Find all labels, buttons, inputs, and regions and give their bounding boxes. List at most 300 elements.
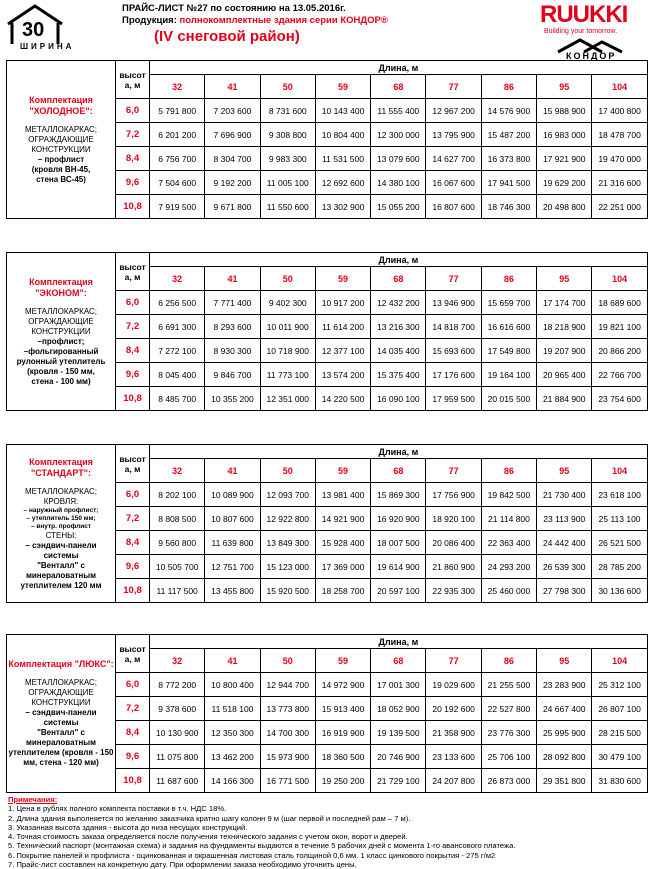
- price-cell: 15 920 500: [260, 579, 315, 603]
- price-cell: 15 123 000: [260, 555, 315, 579]
- price-cell: 31 830 600: [592, 769, 647, 793]
- length-value: 77: [426, 75, 481, 99]
- length-value: 32: [150, 649, 205, 673]
- price-cell: 14 818 700: [426, 315, 481, 339]
- price-cell: 10 800 400: [205, 673, 260, 697]
- price-cell: 15 487 200: [481, 123, 536, 147]
- price-cell: 30 479 100: [592, 745, 647, 769]
- height-header: высот а, м: [116, 445, 150, 483]
- price-cell: 7 203 600: [205, 99, 260, 123]
- description-line: ОГРАЖДАЮЩИЕ: [28, 688, 94, 697]
- price-cell: 22 935 300: [426, 579, 481, 603]
- height-value: 8,4: [116, 531, 150, 555]
- length-value: 41: [205, 267, 260, 291]
- price-cell: 18 218 900: [537, 315, 592, 339]
- price-cell: 16 807 600: [426, 195, 481, 219]
- description-line: КОНСТРУКЦИИ: [31, 144, 91, 154]
- height-value: 10,8: [116, 387, 150, 411]
- length-value: 32: [150, 75, 205, 99]
- package-description: [7, 445, 116, 603]
- price-cell: 8 772 200: [150, 673, 205, 697]
- price-cell: 18 746 300: [481, 195, 536, 219]
- price-cell: 14 576 900: [481, 99, 536, 123]
- length-value: 86: [481, 75, 536, 99]
- price-cell: 17 176 600: [426, 363, 481, 387]
- price-cell: 11 075 800: [150, 745, 205, 769]
- price-table: [6, 60, 648, 219]
- price-cell: 11 555 400: [371, 99, 426, 123]
- price-cell: 11 614 200: [315, 315, 370, 339]
- price-cell: 6 756 700: [150, 147, 205, 171]
- length-header: Длина, м: [150, 635, 648, 649]
- notes: [8, 795, 648, 869]
- price-cell: 14 972 900: [315, 673, 370, 697]
- description-line: утеплителем (кровля - 150: [8, 748, 114, 757]
- logo-subtitle: ШИРИНА: [20, 42, 75, 51]
- price-cell: 10 355 200: [205, 387, 260, 411]
- price-cell: 10 807 600: [205, 507, 260, 531]
- length-header: Длина, м: [150, 61, 648, 75]
- description-line: минераловатным: [25, 570, 97, 580]
- price-cell: 24 293 200: [481, 555, 536, 579]
- length-header: Длина, м: [150, 253, 648, 267]
- height-value: 10,8: [116, 769, 150, 793]
- price-cell: 20 015 500: [481, 387, 536, 411]
- height-value: 8,4: [116, 339, 150, 363]
- price-cell: 8 930 300: [205, 339, 260, 363]
- price-cell: 13 849 300: [260, 531, 315, 555]
- price-cell: 17 549 800: [481, 339, 536, 363]
- price-cell: 16 919 900: [315, 721, 370, 745]
- length-value: 41: [205, 75, 260, 99]
- description-line: МЕТАЛЛОКАРКАС;: [24, 678, 97, 687]
- price-cell: 25 995 900: [537, 721, 592, 745]
- height-value: 6,0: [116, 673, 150, 697]
- price-cell: 20 965 400: [537, 363, 592, 387]
- description-line: – наружный профлист;: [23, 506, 99, 514]
- price-cell: 19 842 500: [481, 483, 536, 507]
- price-cell: 15 055 200: [371, 195, 426, 219]
- package-description: [7, 253, 116, 411]
- price-cell: 6 691 300: [150, 315, 205, 339]
- logo-number: 30: [22, 19, 45, 41]
- price-cell: 8 293 600: [205, 315, 260, 339]
- price-cell: 16 983 000: [537, 123, 592, 147]
- price-cell: 8 202 100: [150, 483, 205, 507]
- price-cell: 19 029 600: [426, 673, 481, 697]
- price-cell: 15 869 300: [371, 483, 426, 507]
- header-row: [7, 635, 648, 649]
- height-value: 10,8: [116, 579, 150, 603]
- length-value: 41: [205, 459, 260, 483]
- length-value: 68: [371, 649, 426, 673]
- price-cell: 17 756 900: [426, 483, 481, 507]
- price-cell: 16 067 600: [426, 171, 481, 195]
- length-value: 50: [260, 75, 315, 99]
- length-value: 68: [371, 267, 426, 291]
- price-cell: 19 614 900: [371, 555, 426, 579]
- price-cell: 13 302 900: [315, 195, 370, 219]
- length-value: 104: [592, 649, 647, 673]
- height-header: высот а, м: [116, 61, 150, 99]
- length-value: 50: [260, 459, 315, 483]
- width-30-logo: [4, 2, 75, 52]
- length-value: 32: [150, 459, 205, 483]
- description-line: КОНСТРУКЦИИ: [31, 326, 91, 336]
- price-cell: 15 913 400: [315, 697, 370, 721]
- height-value: 7,2: [116, 123, 150, 147]
- price-cell: 9 846 700: [205, 363, 260, 387]
- price-cell: 17 941 500: [481, 171, 536, 195]
- price-cell: 19 250 200: [315, 769, 370, 793]
- price-table: [6, 444, 648, 603]
- description-line: (кровля - 150 мм,: [27, 366, 95, 376]
- price-cell: 20 192 600: [426, 697, 481, 721]
- price-cell: 25 312 100: [592, 673, 647, 697]
- length-value: 86: [481, 649, 536, 673]
- description-line: стена ВС-45): [36, 174, 86, 184]
- description-line: СТЕНЫ:: [45, 530, 77, 540]
- description-line: "Венталл" с: [37, 728, 85, 737]
- price-cell: 20 498 800: [537, 195, 592, 219]
- length-value: 59: [315, 459, 370, 483]
- price-cell: 13 795 900: [426, 123, 481, 147]
- price-cell: 10 011 900: [260, 315, 315, 339]
- length-value: 77: [426, 649, 481, 673]
- kondor-text: КОНДОР: [566, 51, 617, 61]
- price-cell: 5 791 800: [150, 99, 205, 123]
- ruukki-tagline: Building your tomorrow.: [544, 28, 618, 35]
- price-cell: 19 207 900: [537, 339, 592, 363]
- length-value: 95: [537, 75, 592, 99]
- price-cell: 11 639 800: [205, 531, 260, 555]
- height-header: высот а, м: [116, 635, 150, 673]
- price-cell: 18 360 500: [315, 745, 370, 769]
- price-cell: 18 258 700: [315, 579, 370, 603]
- price-cell: 16 373 800: [481, 147, 536, 171]
- height-value: 7,2: [116, 697, 150, 721]
- price-cell: 14 700 300: [260, 721, 315, 745]
- price-cell: 21 884 900: [537, 387, 592, 411]
- length-value: 59: [315, 75, 370, 99]
- price-cell: 20 086 400: [426, 531, 481, 555]
- price-cell: 12 377 100: [315, 339, 370, 363]
- length-value: 77: [426, 267, 481, 291]
- price-cell: 12 692 600: [315, 171, 370, 195]
- price-cell: 17 001 300: [371, 673, 426, 697]
- snow-region: (IV снеговой район): [154, 28, 300, 45]
- price-cell: 16 090 100: [371, 387, 426, 411]
- price-cell: 8 304 700: [205, 147, 260, 171]
- price-cell: 19 629 200: [537, 171, 592, 195]
- height-value: 7,2: [116, 507, 150, 531]
- price-cell: 11 687 600: [150, 769, 205, 793]
- note-item: 4. Точная стоимость заказа определяется после получения технического задания с учетом окон, ворот и дверей.: [8, 832, 408, 842]
- height-value: 10,8: [116, 195, 150, 219]
- price-cell: 22 363 400: [481, 531, 536, 555]
- price-cell: 13 462 200: [205, 745, 260, 769]
- price-cell: 25 706 100: [481, 745, 536, 769]
- price-cell: 10 143 400: [315, 99, 370, 123]
- spacer: [7, 479, 115, 487]
- length-value: 104: [592, 267, 647, 291]
- note-item: 1. Цена в рублях полного комплекта поставки в т.ч. НДС 18%.: [8, 804, 227, 814]
- price-cell: 30 136 600: [592, 579, 647, 603]
- height-value: 9,6: [116, 171, 150, 195]
- price-cell: 13 981 400: [315, 483, 370, 507]
- price-cell: 14 166 300: [205, 769, 260, 793]
- height-value: 8,4: [116, 147, 150, 171]
- price-cell: 21 316 600: [592, 171, 647, 195]
- price-cell: 12 350 300: [205, 721, 260, 745]
- length-value: 32: [150, 267, 205, 291]
- price-cell: 9 192 200: [205, 171, 260, 195]
- length-value: 59: [315, 649, 370, 673]
- length-value: 50: [260, 649, 315, 673]
- price-cell: 21 860 900: [426, 555, 481, 579]
- product-label: Продукция:: [122, 15, 177, 26]
- package-title: Комплектация "ЭКОНОМ":: [29, 276, 93, 298]
- price-cell: 17 369 000: [315, 555, 370, 579]
- price-list-title: ПРАЙС-ЛИСТ №27 по состоянию на 13.05.2016г.: [122, 3, 346, 14]
- description-line: –профлист;: [37, 336, 85, 346]
- description-line: "Венталл" с: [37, 560, 85, 570]
- price-cell: 29 351 800: [537, 769, 592, 793]
- price-cell: 23 283 900: [537, 673, 592, 697]
- price-cell: 7 696 900: [205, 123, 260, 147]
- length-value: 50: [260, 267, 315, 291]
- price-cell: 11 117 500: [150, 579, 205, 603]
- price-cell: 19 821 100: [592, 315, 647, 339]
- description-line: МЕТАЛЛОКАРКАС;: [24, 486, 97, 496]
- package-title: Комплектация "СТАНДАРТ":: [29, 456, 93, 478]
- height-value: 8,4: [116, 721, 150, 745]
- length-value: 86: [481, 267, 536, 291]
- price-cell: 15 375 400: [371, 363, 426, 387]
- price-cell: 9 308 800: [260, 123, 315, 147]
- length-value: 68: [371, 75, 426, 99]
- price-cell: 14 380 100: [371, 171, 426, 195]
- price-cell: 23 754 600: [592, 387, 647, 411]
- price-cell: 12 922 800: [260, 507, 315, 531]
- price-cell: 13 574 200: [315, 363, 370, 387]
- price-cell: 12 967 200: [426, 99, 481, 123]
- price-cell: 13 946 900: [426, 291, 481, 315]
- height-header: высот а, м: [116, 253, 150, 291]
- price-cell: 15 659 700: [481, 291, 536, 315]
- description-line: (кровля ВН-45,: [31, 164, 91, 174]
- notes-list: [8, 804, 648, 869]
- price-cell: 17 959 500: [426, 387, 481, 411]
- price-cell: 15 928 400: [315, 531, 370, 555]
- price-cell: 21 114 800: [481, 507, 536, 531]
- description-line: КОНСТРУКЦИИ: [31, 698, 91, 707]
- note-item: 2. Длина здания выполняется по желанию заказчика кратно шагу колонн 9 м (шаг первой и последней рам – 7 м).: [8, 813, 411, 823]
- price-cell: 23 776 300: [481, 721, 536, 745]
- height-value: 9,6: [116, 745, 150, 769]
- price-cell: 11 550 600: [260, 195, 315, 219]
- price-cell: 24 442 400: [537, 531, 592, 555]
- description-line: ОГРАЖДАЮЩИЕ: [28, 134, 94, 144]
- description-line: – сэндвич-панели системы: [25, 540, 97, 560]
- price-cell: 28 092 800: [537, 745, 592, 769]
- length-value: 68: [371, 459, 426, 483]
- package-title: Комплектация "ХОЛОДНОЕ":: [29, 94, 93, 116]
- price-cell: 23 113 900: [537, 507, 592, 531]
- description-line: – внутр. профлист: [30, 522, 92, 530]
- spacer: [7, 299, 115, 307]
- price-cell: 8 045 400: [150, 363, 205, 387]
- price-cell: 22 766 700: [592, 363, 647, 387]
- price-cell: 15 693 600: [426, 339, 481, 363]
- description-line: – сэндвич-панели системы: [25, 708, 97, 727]
- price-cell: 11 518 100: [205, 697, 260, 721]
- price-cell: 13 455 800: [205, 579, 260, 603]
- price-cell: 28 785 200: [592, 555, 647, 579]
- price-cell: 15 988 900: [537, 99, 592, 123]
- price-cell: 28 215 500: [592, 721, 647, 745]
- package-description: [7, 635, 116, 793]
- price-cell: 10 804 400: [315, 123, 370, 147]
- notes-title: Примечания:: [8, 795, 58, 804]
- note-item: 3. Указанная высота здания - высота до низа несущих конструкций.: [8, 822, 248, 832]
- price-cell: 20 866 200: [592, 339, 647, 363]
- height-value: 6,0: [116, 483, 150, 507]
- price-cell: 26 521 500: [592, 531, 647, 555]
- price-table: [6, 634, 648, 793]
- price-cell: 18 689 600: [592, 291, 647, 315]
- price-cell: 21 358 900: [426, 721, 481, 745]
- product-line: [122, 15, 388, 27]
- price-cell: 10 505 700: [150, 555, 205, 579]
- length-value: 95: [537, 267, 592, 291]
- price-cell: 6 256 500: [150, 291, 205, 315]
- price-cell: 20 597 100: [371, 579, 426, 603]
- price-list-heading: [122, 3, 388, 47]
- length-value: 95: [537, 649, 592, 673]
- ruukki-logo: [540, 2, 650, 62]
- price-cell: 10 917 200: [315, 291, 370, 315]
- price-cell: 25 113 100: [592, 507, 647, 531]
- description-line: МЕТАЛЛОКАРКАС;: [24, 124, 97, 134]
- price-cell: 25 460 000: [481, 579, 536, 603]
- ruukki-brand: RUUKKI: [540, 1, 628, 28]
- height-value: 6,0: [116, 99, 150, 123]
- price-cell: 14 220 500: [315, 387, 370, 411]
- price-cell: 23 618 100: [592, 483, 647, 507]
- price-cell: 13 079 600: [371, 147, 426, 171]
- price-cell: 18 052 900: [371, 697, 426, 721]
- price-cell: 13 216 300: [371, 315, 426, 339]
- price-cell: 12 944 700: [260, 673, 315, 697]
- price-cell: 7 504 600: [150, 171, 205, 195]
- description-line: ОГРАЖДАЮЩИЕ: [28, 316, 94, 326]
- height-value: 9,6: [116, 555, 150, 579]
- price-cell: 14 627 700: [426, 147, 481, 171]
- price-cell: 18 007 500: [371, 531, 426, 555]
- price-cell: 21 255 500: [481, 673, 536, 697]
- price-cell: 11 773 100: [260, 363, 315, 387]
- description-line: МЕТАЛЛОКАРКАС;: [24, 306, 97, 316]
- price-cell: 17 921 900: [537, 147, 592, 171]
- price-cell: 22 527 800: [481, 697, 536, 721]
- price-cell: 14 921 900: [315, 507, 370, 531]
- price-cell: 14 035 400: [371, 339, 426, 363]
- height-value: 7,2: [116, 315, 150, 339]
- description-line: мм, стена - 120 мм): [23, 758, 99, 767]
- price-cell: 19 470 000: [592, 147, 647, 171]
- price-cell: 18 920 100: [426, 507, 481, 531]
- package-title: Комплектация "ЛЮКС":: [8, 659, 114, 669]
- price-cell: 9 983 300: [260, 147, 315, 171]
- price-cell: 18 478 700: [592, 123, 647, 147]
- length-value: 104: [592, 459, 647, 483]
- spacer: [7, 670, 115, 678]
- note-item: 5. Технический паспорт (монтажная схема) и задания на фундаменты выдаются в течение 5 рабочих дней с момента 1-го авансового платежа.: [8, 841, 516, 851]
- price-cell: 23 133 600: [426, 745, 481, 769]
- price-cell: 21 729 100: [371, 769, 426, 793]
- price-cell: 21 730 400: [537, 483, 592, 507]
- price-cell: 15 973 900: [260, 745, 315, 769]
- price-cell: 9 402 300: [260, 291, 315, 315]
- note-item: 7. Прайс-лист составлен на конкретную дату. При оформлении заказа необходимо уточнить цены.: [8, 860, 357, 869]
- price-cell: 9 671 800: [205, 195, 260, 219]
- price-cell: 24 207 800: [426, 769, 481, 793]
- length-header: Длина, м: [150, 445, 648, 459]
- price-cell: 10 130 900: [150, 721, 205, 745]
- price-cell: 24 667 400: [537, 697, 592, 721]
- price-cell: 16 616 600: [481, 315, 536, 339]
- price-cell: 11 531 500: [315, 147, 370, 171]
- price-cell: 6 201 200: [150, 123, 205, 147]
- price-cell: 27 798 300: [537, 579, 592, 603]
- price-cell: 19 139 500: [371, 721, 426, 745]
- price-cell: 7 771 400: [205, 291, 260, 315]
- price-cell: 10 718 900: [260, 339, 315, 363]
- description-line: рулонный утеплитель: [16, 356, 106, 366]
- price-cell: 8 731 600: [260, 99, 315, 123]
- price-cell: 26 807 100: [592, 697, 647, 721]
- price-cell: 26 539 300: [537, 555, 592, 579]
- spacer: [7, 117, 115, 125]
- price-cell: 11 005 100: [260, 171, 315, 195]
- price-cell: 12 093 700: [260, 483, 315, 507]
- price-cell: 7 272 100: [150, 339, 205, 363]
- price-cell: 17 400 800: [592, 99, 647, 123]
- price-cell: 12 432 200: [371, 291, 426, 315]
- height-value: 9,6: [116, 363, 150, 387]
- description-line: – профлист: [37, 154, 85, 164]
- price-table: [6, 252, 648, 411]
- price-cell: 26 873 000: [481, 769, 536, 793]
- page-header: [0, 0, 654, 62]
- price-cell: 9 560 800: [150, 531, 205, 555]
- price-cell: 13 773 800: [260, 697, 315, 721]
- note-item: 6. Покрытие панелей и профлиста - оцинкованная и окрашенная листовая сталь толщиной 0,6 мм. 1 класс цинкового покрытия - 275 г/м2: [8, 850, 496, 860]
- length-value: 104: [592, 75, 647, 99]
- price-cell: 19 164 100: [481, 363, 536, 387]
- header-row: [7, 61, 648, 75]
- price-cell: 10 089 900: [205, 483, 260, 507]
- package-description: [7, 61, 116, 219]
- length-value: 95: [537, 459, 592, 483]
- description-line: КРОВЛЯ:: [43, 496, 79, 506]
- length-value: 86: [481, 459, 536, 483]
- price-cell: 9 378 600: [150, 697, 205, 721]
- description-line: –фольгированный: [23, 346, 99, 356]
- length-value: 77: [426, 459, 481, 483]
- description-line: – утеплитель 150 мм;: [26, 514, 96, 522]
